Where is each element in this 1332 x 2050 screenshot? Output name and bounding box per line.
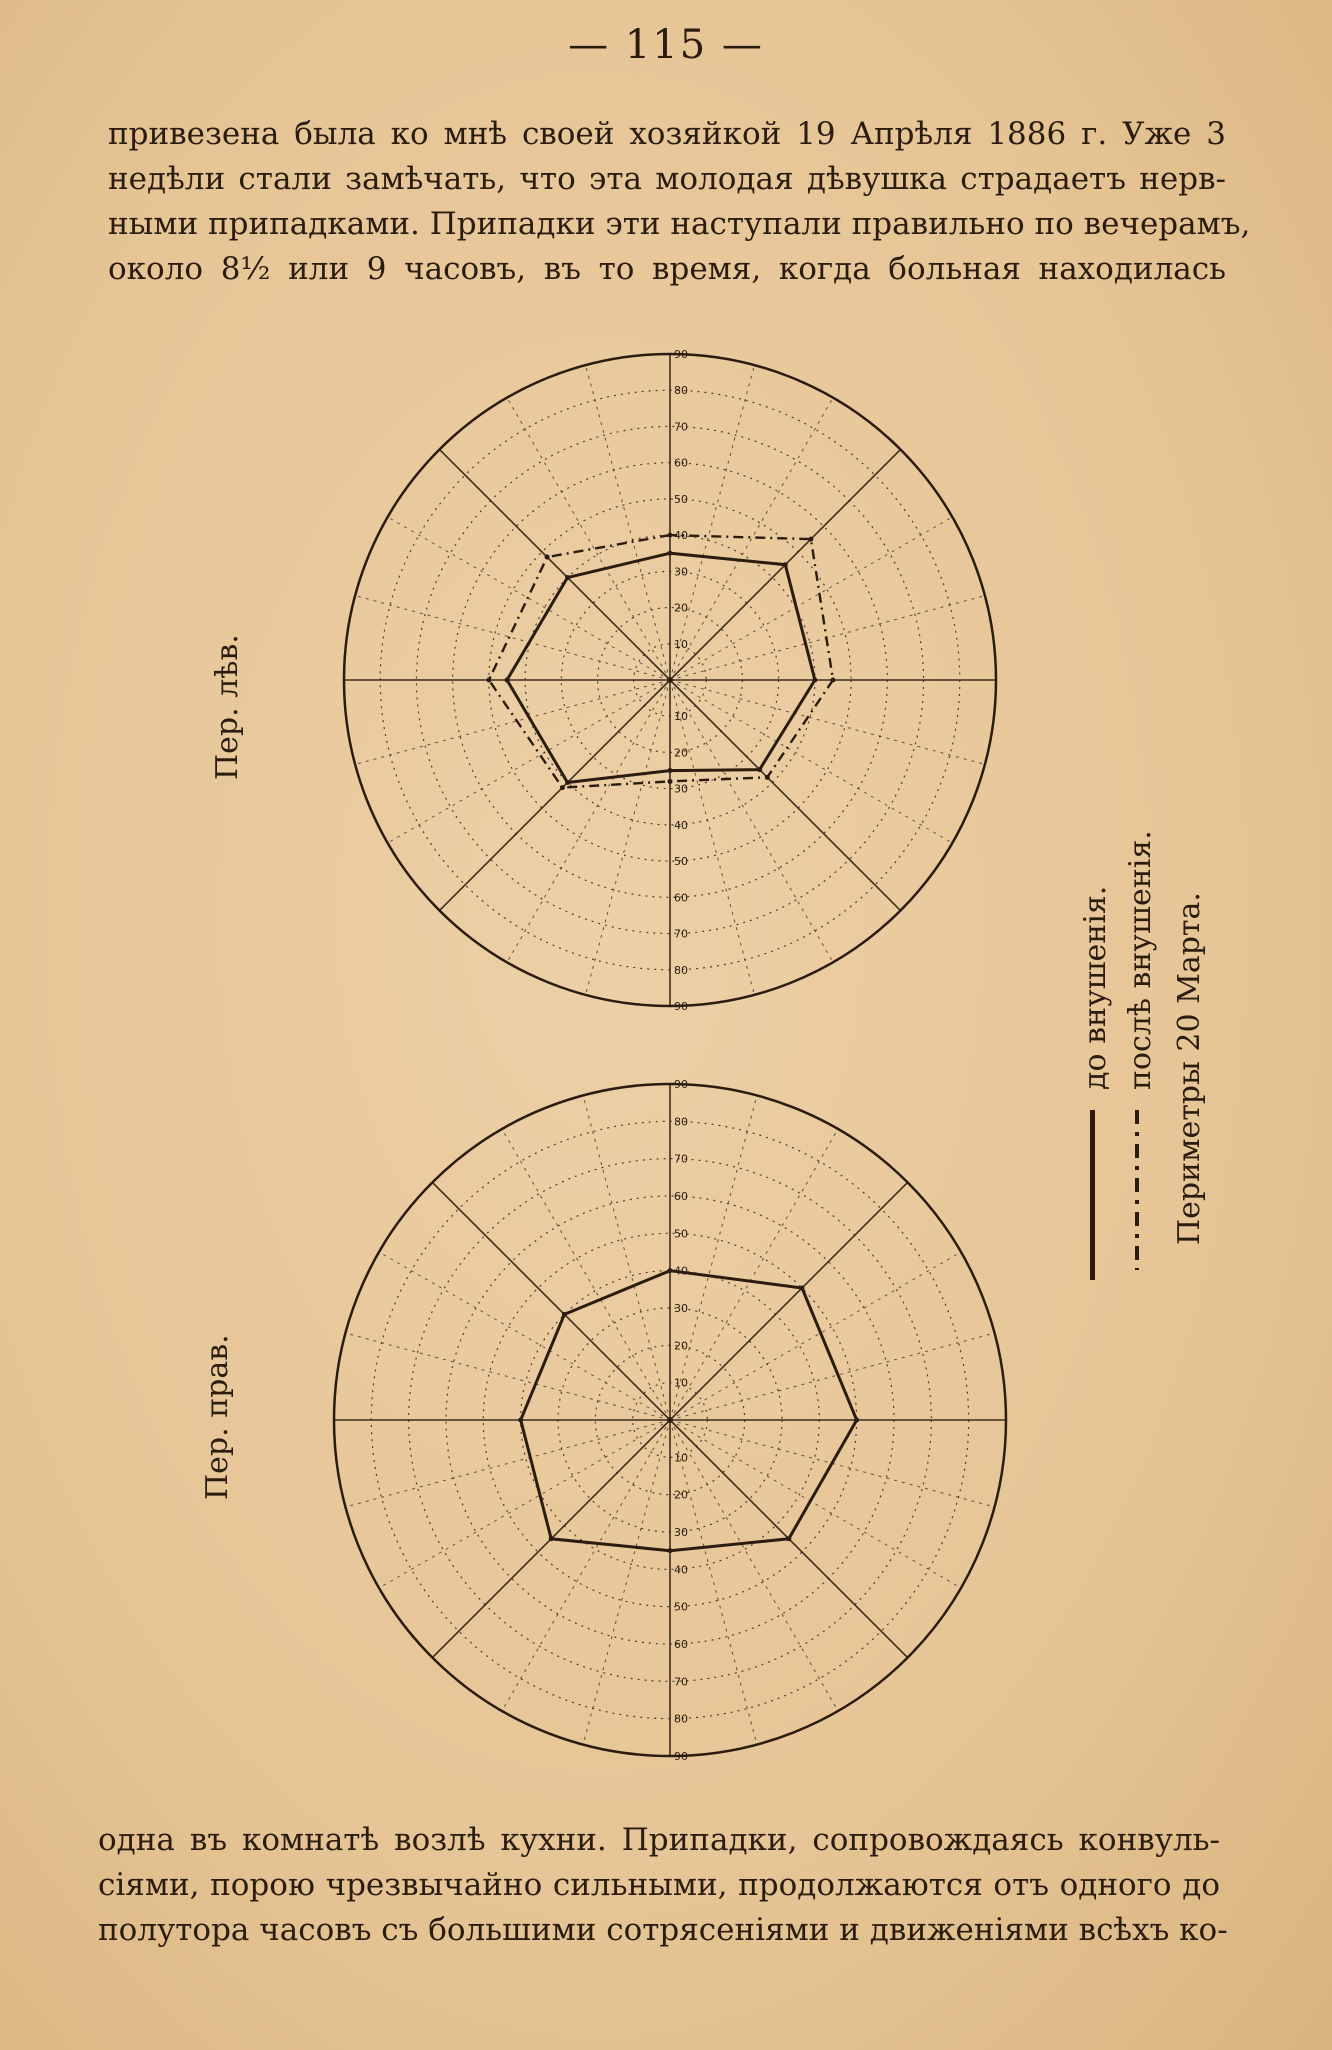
scale-tick-label: 30 [674,782,688,796]
scale-tick-label: 30 [674,565,688,579]
series-point [783,562,788,567]
series-point [812,678,817,683]
legend-solid-line [1090,1110,1095,1280]
series-point [668,1548,673,1553]
series-point [757,767,762,772]
left-eye-label: Пер. лѣв. [210,634,245,780]
radial-spoke [670,680,985,764]
scale-tick-label: 10 [674,1451,688,1465]
series-point [831,678,836,683]
radial-spoke [502,1129,670,1420]
scale-tick-label: 40 [674,1563,688,1577]
radial-spoke [345,1333,670,1420]
radial-spoke [439,449,670,680]
scale-tick-label: 40 [674,529,688,543]
series-point [668,779,673,784]
radial-spoke [670,365,754,680]
page-number: — 115 — [568,22,764,68]
radial-spoke [388,680,670,843]
radial-spoke [586,680,670,995]
scale-tick-label: 90 [674,1078,688,1091]
series-point [808,537,813,542]
scale-tick-label: 90 [674,1000,688,1013]
scale-tick-label: 50 [674,492,688,506]
series-before-line [507,553,815,782]
radial-spoke [345,1420,670,1507]
series-point [668,551,673,556]
scale-tick-label: 20 [674,1339,688,1353]
radial-spoke [432,1182,670,1420]
radial-spoke [670,1420,757,1745]
series-point [549,1536,554,1541]
radial-spoke [355,596,670,680]
series-point [565,780,570,785]
series-point [668,1268,673,1273]
series-point [765,775,770,780]
radial-spoke [670,1333,995,1420]
radial-spoke [670,1420,838,1711]
series-point [562,1312,567,1317]
series-before-line [521,1271,857,1551]
series-point [505,678,510,683]
right-eye-label: Пер. прав. [200,1334,235,1500]
radial-spoke [586,365,670,680]
scale-tick-label: 30 [674,1302,688,1315]
series-point [799,1286,804,1291]
scale-tick-label: 50 [674,1600,688,1614]
scale-tick-label: 40 [674,1264,688,1278]
series-point [486,678,491,683]
legend-solid-label: до внушенія. [1078,885,1113,1090]
scale-tick-label: 60 [674,456,688,470]
scale-tick-label: 90 [674,1750,688,1763]
legend-dashdot-label: послѣ внушенія. [1123,830,1158,1090]
scale-tick-label: 60 [674,1190,688,1203]
text-line: около 8½ или 9 часовъ, въ то время, когда больная находилась [108,251,1226,287]
scale-tick-label: 10 [674,637,688,651]
radial-spoke [583,1095,670,1420]
scale-tick-label: 30 [674,1526,688,1539]
scale-tick-label: 70 [674,1152,688,1166]
scale-tick-label: 60 [674,1638,688,1651]
scale-tick-label: 50 [674,855,688,869]
radial-spoke [670,1095,757,1420]
radial-spoke [502,1420,670,1711]
series-point [518,1418,523,1423]
right-perimeter-svg [320,1070,1020,1770]
scale-tick-label: 80 [674,963,688,977]
scale-tick-label: 50 [674,1227,688,1241]
radial-spoke [670,680,754,995]
radial-spoke [439,680,670,911]
scale-tick-label: 80 [674,384,688,398]
text-line: одна въ комнатѣ возлѣ кухни. Припадки, сопровождаясь конвуль- [98,1822,1220,1858]
radial-spoke [670,680,952,843]
series-after-line [489,535,833,788]
bottom-paragraph [98,1818,1228,1953]
scale-tick-label: 80 [674,1712,688,1726]
radial-spoke [583,1420,670,1745]
radial-spoke [670,1182,908,1420]
series-point [668,533,673,538]
series-point [565,575,570,580]
scale-tick-label: 70 [674,420,688,434]
scale-tick-label: 20 [674,1488,688,1502]
scale-tick-label: 80 [674,1115,688,1129]
left-perimeter-svg [330,340,1010,1020]
figure-caption: Периметры 20 Марта. [1172,892,1207,1245]
right-perimeter-chart [320,1070,1020,1770]
legend-dashdot-line [1135,1110,1139,1270]
series-point [545,555,550,560]
top-paragraph [108,112,1251,292]
scale-tick-label: 20 [674,601,688,615]
series-point [854,1418,859,1423]
series-point [668,768,673,773]
scale-tick-label: 10 [674,1376,688,1390]
series-point [786,1536,791,1541]
text-line: сіями, порою чрезвычайно сильными, продолжаются отъ одного до [98,1867,1220,1903]
scale-tick-label: 20 [674,746,688,760]
left-perimeter-chart [330,340,1010,1020]
text-line: ными припадками. Припадки эти наступали правильно по вечерамъ, [108,206,1251,242]
scale-tick-label: 40 [674,818,688,832]
radial-spoke [355,680,670,764]
scale-tick-label: 90 [674,348,688,361]
radial-spoke [670,680,901,911]
radial-spoke [388,517,670,680]
text-line: привезена была ко мнѣ своей хозяйкой 19 Апрѣля 1886 г. Уже 3 [108,116,1226,152]
text-line: полутора часовъ съ большими сотрясеніями и движеніями всѣхъ ко- [98,1912,1228,1948]
text-line: недѣли стали замѣчать, что эта молодая дѣвушка страдаетъ нерв- [108,161,1226,197]
scale-tick-label: 70 [674,927,688,941]
series-point [560,785,565,790]
scale-tick-label: 70 [674,1675,688,1689]
scale-tick-label: 60 [674,891,688,905]
scale-tick-label: 10 [674,710,688,724]
